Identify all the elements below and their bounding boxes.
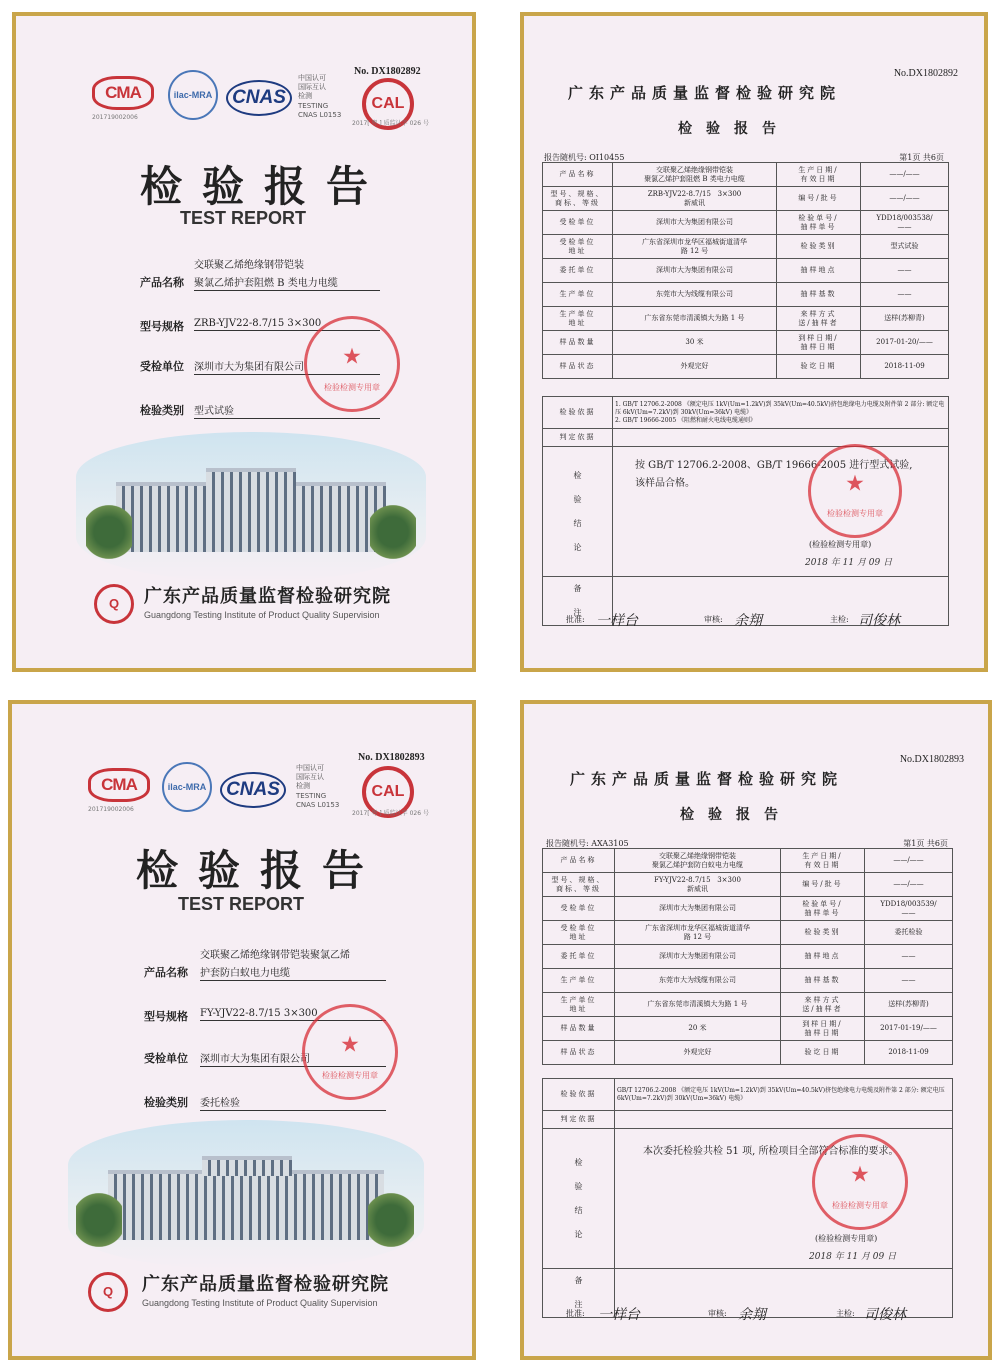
conclusion-text: 本次委托检验共检 51 项, 所检项目全部符合标准的要求。	[643, 1146, 899, 1157]
product-name-line1: 交联聚乙烯绝缘钢带铠装聚氯乙烯	[200, 950, 350, 961]
info-row	[543, 283, 949, 307]
cnas-en-text: TESTING CNAS L0153	[296, 792, 340, 809]
product-name-line2: 聚氯乙烯护套阻燃 B 类电力电缆	[194, 274, 380, 291]
cnas-cn-text: 中国认可 国际互认 检测	[296, 764, 324, 790]
info-label-cell: 抽样地点	[777, 259, 861, 283]
info-row	[543, 163, 949, 187]
ilac-logo: ilac-MRA	[168, 70, 218, 120]
category-label: 检验类别	[140, 404, 184, 417]
info-row	[543, 1041, 953, 1065]
info-row	[543, 873, 953, 897]
info-label-cell: 受检单位	[543, 211, 613, 235]
info-value-cell: ZRB-YJV22-8.7/15 3×300 新威讯	[613, 187, 777, 211]
category-value: 型式试验	[194, 402, 380, 419]
client-value: 深圳市大为集团有限公司	[194, 358, 380, 375]
info-row	[543, 259, 949, 283]
ilac-logo: ilac-MRA	[162, 762, 212, 812]
info-value-cell: 交联聚乙烯绝缘钢带铠装 聚氯乙烯护套防白蚁电力电缆	[615, 849, 781, 873]
report-number: No.DX1802893	[899, 754, 964, 765]
conclusion-date: 2018 年 11 月 09 日	[805, 558, 893, 568]
detail-sheet-2	[520, 700, 992, 1360]
basis-label: 检验依据	[543, 1079, 615, 1111]
product-name-line1: 交联聚乙烯绝缘钢带铠装	[194, 260, 304, 271]
official-seal	[304, 316, 400, 412]
building-facade	[116, 482, 386, 552]
info-value-cell: ——	[861, 259, 949, 283]
conclusion-label	[543, 447, 613, 577]
report-heading: 检验报告	[680, 807, 792, 823]
model-label: 型号规格	[144, 1010, 188, 1023]
info-value-cell: YDD18/003539/ ——	[865, 897, 953, 921]
conclusion-date: 2018 年 11 月 09 日	[809, 1252, 897, 1262]
info-label-cell: 检验单号/ 抽样单号	[781, 897, 865, 921]
category-label: 检验类别	[144, 1096, 188, 1109]
tree-right	[370, 502, 416, 562]
info-value-cell: 深圳市大为集团有限公司	[613, 211, 777, 235]
cal-code: 2017[ 粤 ] 质监认字 026 号	[352, 810, 429, 817]
info-label-cell: 到样日期/ 抽样日期	[781, 1017, 865, 1041]
info-label-cell: 抽样地点	[781, 945, 865, 969]
info-label-cell: 样品数量	[543, 331, 613, 355]
info-value-cell: 交联聚乙烯绝缘钢带铠装 聚氯乙烯护套阻燃 B 类电力电缆	[613, 163, 777, 187]
report-number: No. DX1802892	[354, 66, 421, 77]
report-info-table	[542, 162, 949, 379]
info-value-cell: 外观完好	[613, 355, 777, 379]
official-seal	[808, 444, 902, 538]
cover-paper	[16, 16, 472, 668]
info-row	[543, 969, 953, 993]
info-label-cell: 产品名称	[543, 849, 615, 873]
info-row	[543, 945, 953, 969]
info-label-cell: 抽样基数	[777, 283, 861, 307]
conclusion-label-text: 检验结论	[573, 470, 582, 552]
info-value-cell: 广东省深圳市龙华区福城街道清华 路 12 号	[615, 921, 781, 945]
info-value-cell: 深圳市大为集团有限公司	[615, 945, 781, 969]
cover-paper	[12, 704, 472, 1356]
info-row	[543, 331, 949, 355]
info-row	[543, 235, 949, 259]
judge-value	[613, 429, 949, 447]
client-label: 受检单位	[144, 1052, 188, 1065]
cover-sheet-1	[12, 12, 476, 672]
tree-left	[86, 502, 132, 562]
info-value-cell: YDD18/003538/ ——	[861, 211, 949, 235]
approve-label: 批准:	[566, 1309, 585, 1318]
official-seal	[812, 1134, 908, 1230]
institute-name-en: Guangdong Testing Institute of Product Quality Supervision	[144, 610, 380, 620]
model-label: 型号规格	[140, 320, 184, 333]
info-value-cell: 2017-01-19/——	[865, 1017, 953, 1041]
info-label-cell: 产品名称	[543, 163, 613, 187]
client-value: 深圳市大为集团有限公司	[200, 1050, 386, 1067]
seal-caption: (检验检测专用章)	[809, 540, 872, 549]
info-label-cell: 型号、规格、 商标、等级	[543, 187, 613, 211]
cnas-logo: CNAS	[226, 80, 292, 116]
info-value-cell: 送样(苏柳青)	[861, 307, 949, 331]
official-seal	[302, 1004, 398, 1100]
cover-title-cn: 检验报告	[140, 162, 389, 211]
info-value-cell: ——	[861, 283, 949, 307]
main-inspector-label: 主检:	[830, 615, 849, 624]
review-signature: 余翔	[738, 1307, 766, 1323]
institute-header: 广东产品质量监督检验研究院	[570, 770, 844, 788]
approve-label: 批准:	[566, 615, 585, 624]
info-value-cell: 2018-11-09	[865, 1041, 953, 1065]
judge-label: 判定依据	[543, 429, 613, 447]
building-illustration	[76, 432, 426, 582]
judge-label: 判定依据	[543, 1111, 615, 1129]
info-label-cell: 生产单位 地址	[543, 993, 615, 1017]
institute-logo: Q	[94, 584, 134, 624]
report-number: No. DX1802893	[358, 752, 425, 763]
info-label-cell: 生产单位 地址	[543, 307, 613, 331]
cover-title-cn: 检验报告	[136, 846, 385, 895]
info-label-cell: 受检单位	[543, 897, 615, 921]
category-value: 委托检验	[200, 1094, 386, 1111]
info-value-cell: 20 米	[615, 1017, 781, 1041]
info-label-cell: 样品数量	[543, 1017, 615, 1041]
detail-paper	[524, 16, 984, 668]
info-label-cell: 编号/批号	[777, 187, 861, 211]
detail-sheet-1	[520, 12, 988, 672]
seal-text: 检验检测专用章	[324, 382, 380, 392]
page-indicator: 第1页 共6页	[899, 153, 944, 162]
info-label-cell: 委托单位	[543, 259, 613, 283]
review-label: 审核:	[708, 1309, 727, 1318]
seal-caption: (检验检测专用章)	[815, 1234, 878, 1243]
info-label-cell: 检验单号/ 抽样单号	[777, 211, 861, 235]
info-label-cell: 委托单位	[543, 945, 615, 969]
info-value-cell: 2017-01-20/——	[861, 331, 949, 355]
info-label-cell: 受检单位 地址	[543, 235, 613, 259]
info-label-cell: 生产日期/ 有效日期	[777, 163, 861, 187]
info-value-cell: FY-YJV22-8.7/15 3×300 新威讯	[615, 873, 781, 897]
info-row	[543, 849, 953, 873]
judge-value	[615, 1111, 953, 1129]
remark-label-text: 备注	[573, 584, 582, 617]
info-value-cell: 深圳市大为集团有限公司	[615, 897, 781, 921]
conclusion-label	[543, 1129, 615, 1269]
main-inspector-signature: 司俊林	[858, 613, 900, 629]
info-label-cell: 型号、规格、 商标、等级	[543, 873, 615, 897]
cnas-logo: CNAS	[220, 772, 286, 808]
info-value-cell: 广东省东莞市清溪镇大为路 1 号	[615, 993, 781, 1017]
info-row	[543, 1017, 953, 1041]
cma-code: 201719002006	[92, 114, 138, 121]
institute-logo: Q	[88, 1272, 128, 1312]
basis-label: 检验依据	[543, 397, 613, 429]
model-value: FY-YJV22-8.7/15 3×300	[200, 1008, 386, 1021]
info-label-cell: 来样方式 送/抽样者	[777, 307, 861, 331]
building-tower	[206, 468, 296, 488]
info-row	[543, 921, 953, 945]
product-name-line2: 护套防白蚁电力电缆	[200, 964, 386, 981]
page-indicator: 第1页 共6页	[903, 839, 948, 848]
info-row	[543, 187, 949, 211]
info-value-cell: ——	[865, 969, 953, 993]
info-label-cell: 编号/批号	[781, 873, 865, 897]
info-row	[543, 211, 949, 235]
info-value-cell: 广东省深圳市龙华区福城街道清华 路 12 号	[613, 235, 777, 259]
seal-text: 检验检测专用章	[322, 1070, 378, 1080]
cnas-en-text: TESTING CNAS L0153	[298, 102, 342, 119]
seal-star-icon: ★	[845, 471, 865, 497]
info-label-cell: 生产单位	[543, 969, 615, 993]
cma-logo: CMA	[92, 76, 154, 110]
main-inspector-signature: 司俊林	[864, 1307, 906, 1323]
report-heading: 检验报告	[678, 121, 790, 137]
cal-logo: CAL	[362, 78, 414, 130]
info-row	[543, 307, 949, 331]
info-label-cell: 检验类别	[777, 235, 861, 259]
institute-name-cn: 广东产品质量监督检验研究院	[144, 586, 391, 607]
conclusion-label-text: 检验结论	[574, 1157, 583, 1239]
info-value-cell: ——/——	[865, 849, 953, 873]
basis-text: GB/T 12706.2-2008 《额定电压 1kV(Um=1.2kV)到 35kV(Um=40.5kV)挤包绝缘电力电缆及附件第 2 部分: 额定电压 6kV(Um=7.2kV)到 30kV(Um=36kV) 电缆》	[615, 1079, 953, 1111]
info-value-cell: 型式试验	[861, 235, 949, 259]
building-illustration	[68, 1120, 424, 1270]
seal-text: 检验检测专用章	[832, 1200, 888, 1210]
info-value-cell: 送样(苏柳青)	[865, 993, 953, 1017]
main-inspector-label: 主检:	[836, 1309, 855, 1318]
info-label-cell: 受检单位 地址	[543, 921, 615, 945]
basis-text: 1. GB/T 12706.2-2008 《额定电压 1kV(Um=1.2kV)到 35kV(Um=40.5kV)挤包绝缘电力电缆及附件第 2 部分: 额定电压 6kV(Um=7.2kV)到 30kV(Um=36kV) 电缆》 2. GB/T 19666-2005 《阻燃和耐火电线电缆通则》	[613, 397, 949, 429]
tree-right	[368, 1190, 414, 1250]
info-value-cell: 30 米	[613, 331, 777, 355]
report-number: No.DX1802892	[893, 68, 958, 79]
conclusion-text: 按 GB/T 12706.2-2008、GB/T 19666-2005 进行型式试验, 该样品合格。	[635, 460, 913, 489]
client-label: 受检单位	[140, 360, 184, 373]
review-label: 审核:	[704, 615, 723, 624]
cover-title-en: TEST REPORT	[180, 208, 307, 228]
detail-paper	[524, 704, 988, 1356]
info-label-cell: 生产单位	[543, 283, 613, 307]
approve-signature: 一样台	[596, 613, 638, 629]
seal-star-icon: ★	[342, 344, 362, 370]
seal-star-icon: ★	[340, 1032, 360, 1058]
cover-title-en: TEST REPORT	[178, 894, 305, 914]
report-info-table	[542, 848, 953, 1065]
info-label-cell: 样品状态	[543, 355, 613, 379]
info-label-cell: 样品状态	[543, 1041, 615, 1065]
seal-text: 检验检测专用章	[827, 509, 883, 519]
info-value-cell: 2018-11-09	[861, 355, 949, 379]
product-name-label: 产品名称	[144, 966, 188, 979]
product-name-label: 产品名称	[140, 276, 184, 289]
cma-code: 201719002006	[88, 806, 134, 813]
info-value-cell: ——/——	[861, 163, 949, 187]
info-label-cell: 生产日期/ 有效日期	[781, 849, 865, 873]
info-label-cell: 抽样基数	[781, 969, 865, 993]
institute-name-en: Guangdong Testing Institute of Product Quality Supervision	[142, 1298, 378, 1308]
info-row	[543, 897, 953, 921]
building-facade	[108, 1170, 384, 1240]
info-value-cell: ——/——	[865, 873, 953, 897]
info-value-cell: 委托检验	[865, 921, 953, 945]
random-number: 报告随机号: AXA3105	[546, 839, 629, 848]
info-label-cell: 来样方式 送/抽样者	[781, 993, 865, 1017]
info-row	[543, 355, 949, 379]
cma-logo: CMA	[88, 768, 150, 802]
model-value: ZRB-YJV22-8.7/15 3×300	[194, 318, 380, 331]
random-number: 报告随机号: OI10455	[544, 153, 625, 162]
info-value-cell: 外观完好	[615, 1041, 781, 1065]
info-value-cell: 东莞市大为线缆有限公司	[613, 283, 777, 307]
institute-name-cn: 广东产品质量监督检验研究院	[142, 1274, 389, 1295]
info-label-cell: 检验类别	[781, 921, 865, 945]
remark-label-text: 备注	[574, 1276, 583, 1309]
info-label-cell: 验讫日期	[777, 355, 861, 379]
info-value-cell: ——/——	[861, 187, 949, 211]
cal-code: 2017[ 粤 ] 质监认字 026 号	[352, 120, 429, 127]
cnas-cn-text: 中国认可 国际互认 检测	[298, 74, 326, 100]
cover-sheet-2	[8, 700, 476, 1360]
approve-signature: 一样台	[598, 1307, 640, 1323]
building-tower	[202, 1156, 292, 1176]
info-value-cell: ——	[865, 945, 953, 969]
info-value-cell: 广东省东莞市清溪镇大为路 1 号	[613, 307, 777, 331]
review-signature: 余翔	[734, 613, 762, 629]
info-row	[543, 993, 953, 1017]
cal-logo: CAL	[362, 766, 414, 818]
info-label-cell: 验讫日期	[781, 1041, 865, 1065]
institute-header: 广东产品质量监督检验研究院	[568, 84, 842, 102]
info-value-cell: 深圳市大为集团有限公司	[613, 259, 777, 283]
tree-left	[76, 1190, 122, 1250]
seal-star-icon: ★	[850, 1162, 870, 1188]
info-value-cell: 东莞市大为线缆有限公司	[615, 969, 781, 993]
info-label-cell: 到样日期/ 抽样日期	[777, 331, 861, 355]
